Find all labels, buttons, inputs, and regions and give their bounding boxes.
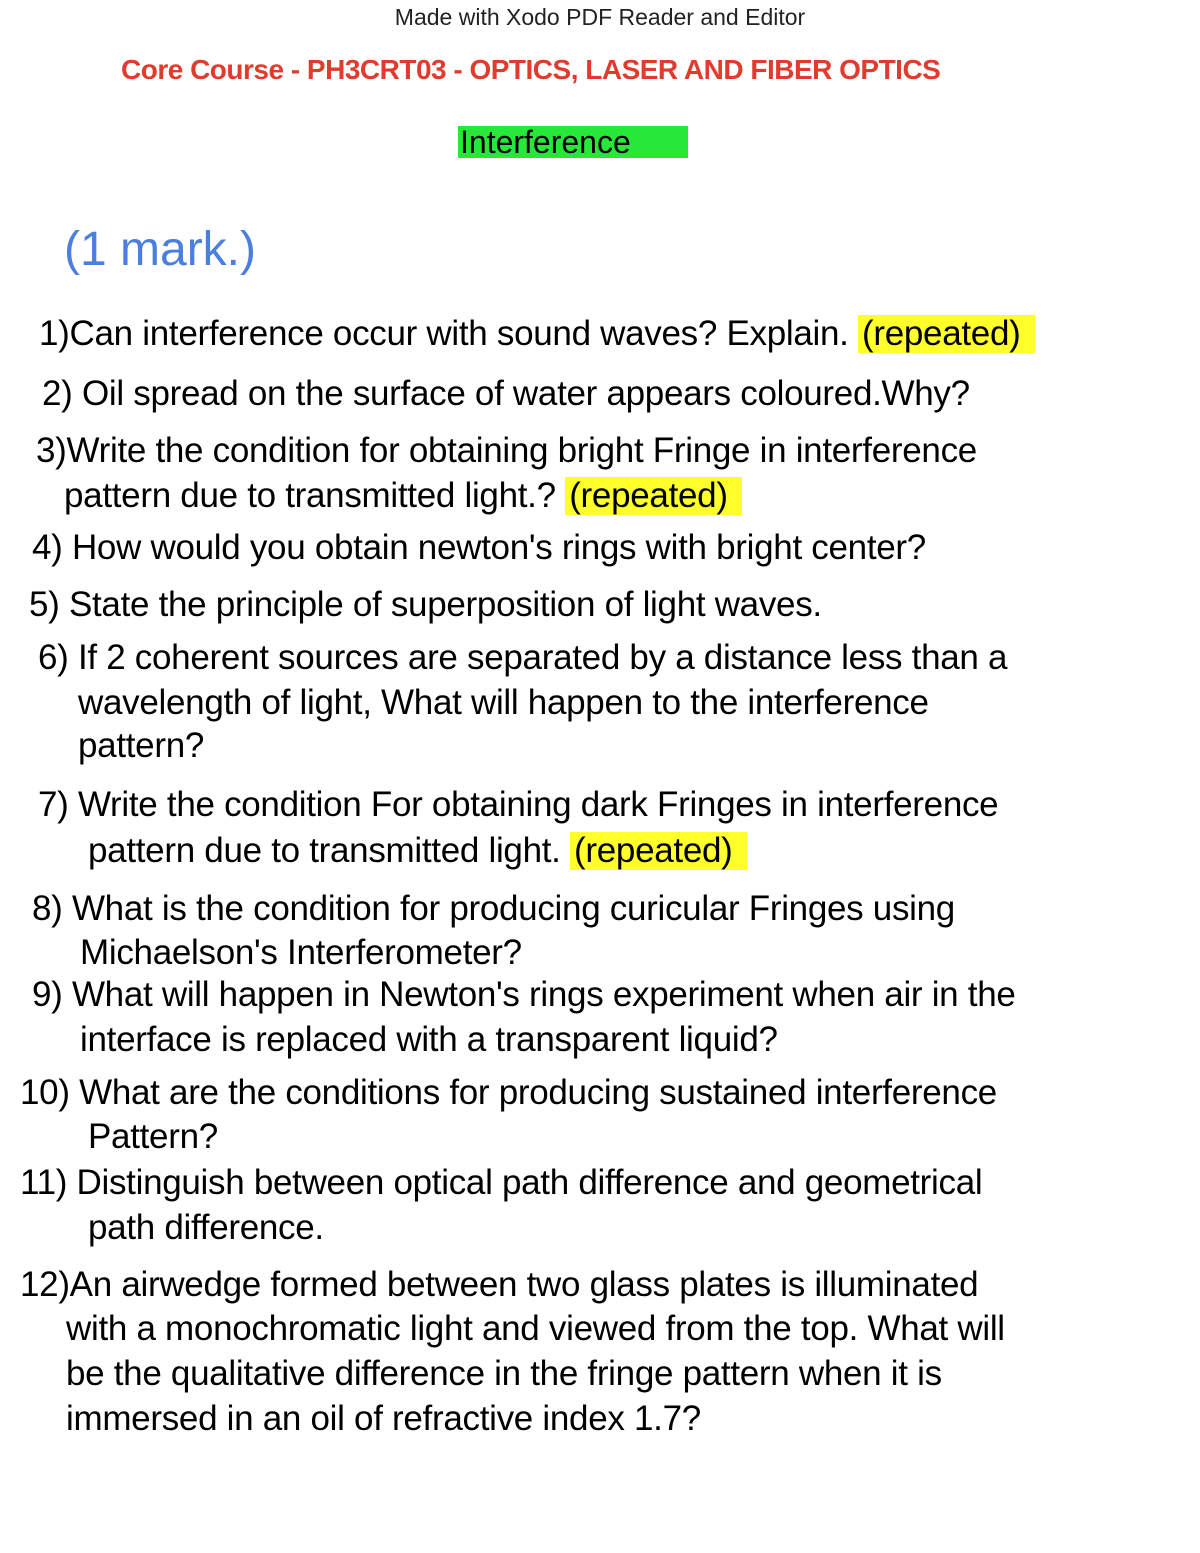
- question-3: [36, 431, 977, 471]
- question-10-continued: [88, 1117, 218, 1157]
- question-line: 8) What is the condition for producing curicular Fringes using: [32, 889, 955, 928]
- question-4: [32, 528, 926, 568]
- question-12-continued: [66, 1399, 701, 1439]
- repeated-badge: (repeated): [565, 477, 741, 515]
- question-3-continued: [64, 476, 742, 516]
- question-8: [32, 889, 955, 929]
- question-6-continued: [78, 683, 929, 723]
- question-line: with a monochromatic light and viewed from the top. What will: [66, 1309, 1005, 1348]
- course-title: Core Course - PH3CRT03 - OPTICS, LASER AND FIBER OPTICS: [121, 54, 941, 85]
- question-8-continued: [80, 933, 522, 973]
- repeated-badge: (repeated): [570, 832, 746, 870]
- question-9: [32, 975, 1016, 1015]
- question-7-continued: [88, 831, 747, 871]
- question-line: 5) State the principle of superposition of light waves.: [29, 585, 822, 624]
- question-line: 1)Can interference occur with sound waves? Explain.: [39, 314, 849, 353]
- question-line: pattern due to transmitted light.?: [64, 476, 556, 515]
- repeated-badge: (repeated): [858, 315, 1034, 353]
- question-10: [20, 1073, 997, 1113]
- topic-heading: Interference: [458, 126, 688, 158]
- question-line: 4) How would you obtain newton's rings with bright center?: [32, 528, 926, 567]
- question-12-continued: [66, 1354, 942, 1394]
- question-line: immersed in an oil of refractive index 1.7?: [66, 1399, 701, 1438]
- question-11: [20, 1163, 982, 1203]
- watermark-text: Made with Xodo PDF Reader and Editor: [394, 4, 806, 30]
- question-line: 7) Write the condition For obtaining dark Fringes in interference: [38, 785, 999, 824]
- question-line: 12)An airwedge formed between two glass plates is illuminated: [20, 1265, 979, 1304]
- question-7: [38, 785, 998, 825]
- question-line: path difference.: [88, 1208, 324, 1247]
- question-line: 2) Oil spread on the surface of water appears coloured.Why?: [42, 374, 970, 413]
- question-11-continued: [88, 1208, 324, 1248]
- question-6-continued: [78, 726, 204, 766]
- question-12-continued: [66, 1309, 1005, 1349]
- question-line: 9) What will happen in Newton's rings experiment when air in the: [32, 975, 1016, 1014]
- question-line: 10) What are the conditions for producing sustained interference: [20, 1073, 997, 1112]
- question-line: Pattern?: [88, 1117, 218, 1156]
- question-12: [20, 1265, 978, 1305]
- question-line: 6) If 2 coherent sources are separated by a distance less than a: [38, 638, 1008, 677]
- question-line: pattern due to transmitted light.: [88, 831, 561, 870]
- question-2: [42, 374, 970, 414]
- section-label: (1 mark.): [64, 223, 256, 276]
- question-line: wavelength of light, What will happen to the interference: [78, 683, 929, 722]
- question-6: [38, 638, 1007, 678]
- question-line: interface is replaced with a transparent liquid?: [80, 1020, 778, 1059]
- question-line: be the qualitative difference in the fringe pattern when it is: [66, 1354, 942, 1393]
- question-1: [39, 314, 1035, 354]
- question-line: Michaelson's Interferometer?: [80, 933, 522, 972]
- question-line: 11) Distinguish between optical path difference and geometrical: [20, 1163, 983, 1202]
- question-9-continued: [80, 1020, 778, 1060]
- question-5: [29, 585, 822, 625]
- question-line: pattern?: [78, 726, 205, 765]
- question-line: 3)Write the condition for obtaining bright Fringe in interference: [36, 431, 977, 470]
